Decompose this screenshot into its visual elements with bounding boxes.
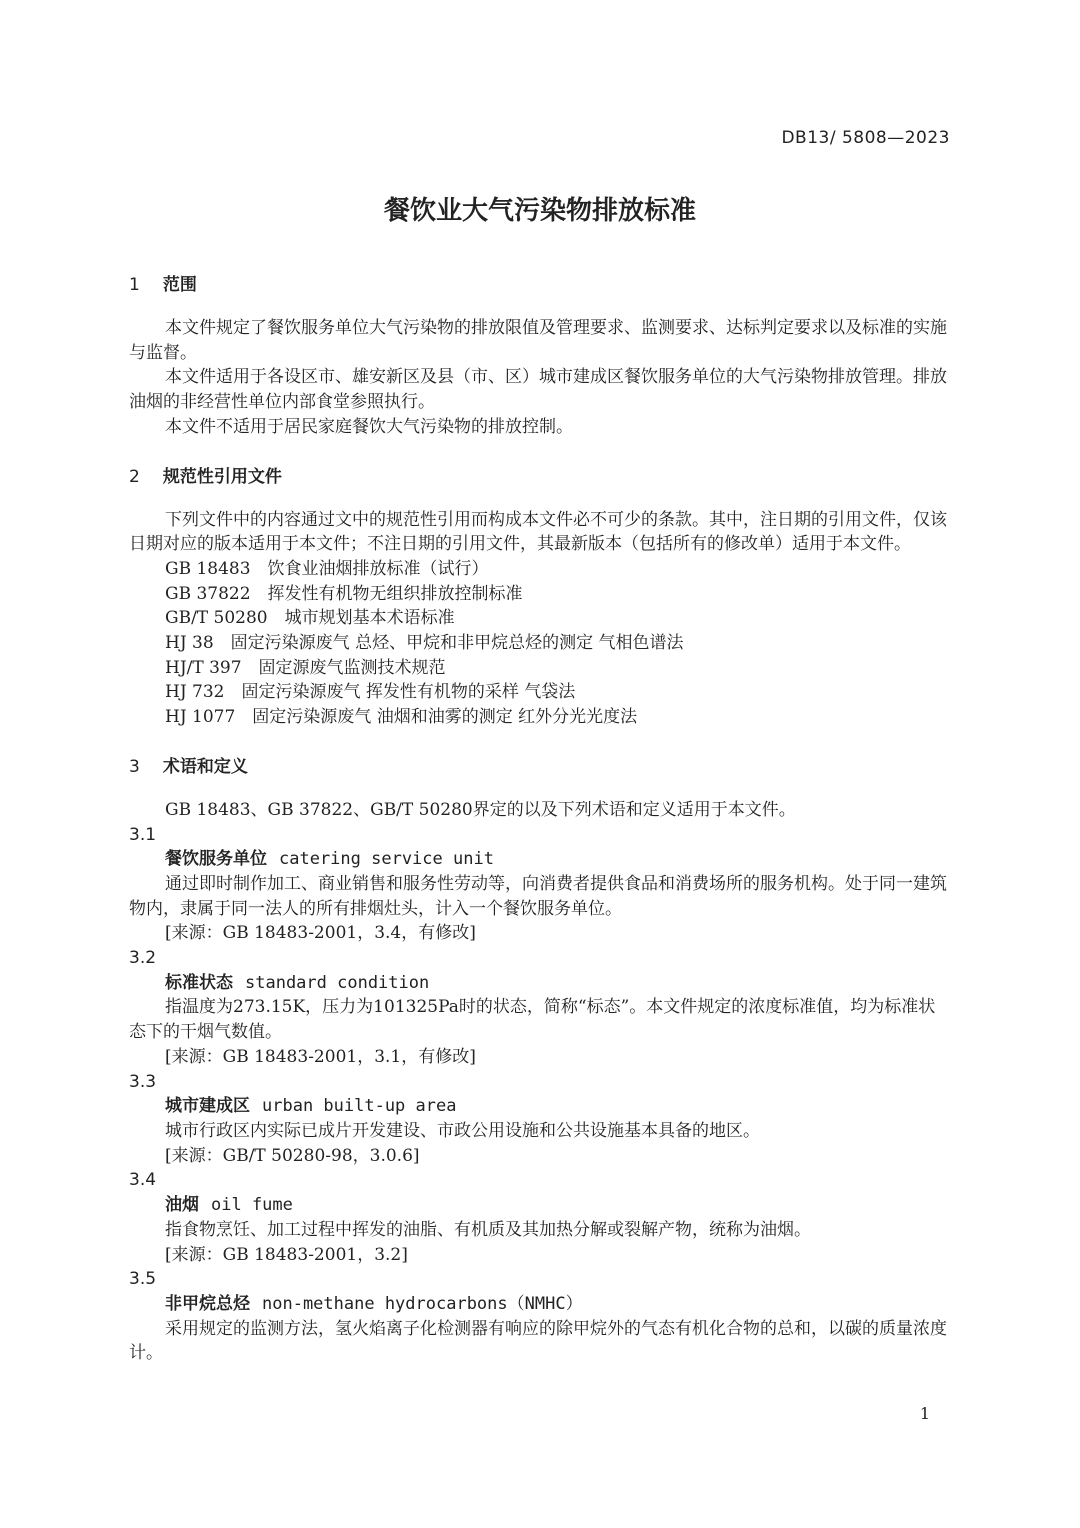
term-entry [129,946,951,1070]
reference-item: GB/T 50280 城市规划基本术语标准 [165,608,455,629]
term-number: 3.1 [129,824,157,845]
term-name-en: non-methane hydrocarbons（NMHC） [262,1293,583,1314]
term-number: 3.5 [129,1269,157,1290]
section-heading-scope [129,270,951,300]
reference-item: GB 37822 挥发性有机物无组织排放控制标准 [165,583,523,604]
term-name-zh: 餐饮服务单位 [165,849,267,870]
section-title: 规范性引用文件 [162,466,282,487]
reference-item: HJ 1077 固定污染源废气 油烟和油雾的测定 红外分光光度法 [165,707,638,728]
term-definition: 通过即时制作加工、商业销售和服务性劳动等，向消费者提供食品和消费场所的服务机构。处于同一建筑物内，隶属于同一法人的所有排烟灶头，计入一个餐饮服务单位。 [129,873,947,919]
term-name-en: urban built-up area [262,1096,457,1117]
term-number: 3.3 [129,1071,157,1092]
term-name [129,1292,951,1317]
paragraph: 本文件规定了餐饮服务单位大气污染物的排放限值及管理要求、监测要求、达标判定要求以及标准的实施与监督。 [129,318,947,363]
document-code: DB13/ 5808—2023 [781,128,950,148]
term-entry [129,823,951,947]
term-definition: 指温度为273.15K，压力为101325Pa时的状态，简称“标态”。本文件规定的浓度标准值，均为标准状态下的干烟气数值。 [129,997,936,1043]
term-entry [129,1070,951,1169]
section-heading-normative-references [129,462,951,492]
term-name-zh: 标准状态 [165,972,233,993]
section-heading-terms [129,752,951,782]
term-name-zh: 油烟 [165,1195,199,1216]
paragraph: 本文件适用于各设区市、雄安新区及县（市、区）城市建成区餐饮服务单位的大气污染物排放管理。排放油烟的非经营性单位内部食堂参照执行。 [129,367,947,413]
reference-item: HJ 732 固定污染源废气 挥发性有机物的采样 气袋法 [165,682,576,703]
term-name [129,847,951,872]
paragraph: 本文件不适用于居民家庭餐饮大气污染物的排放控制。 [165,416,573,437]
reference-item: GB 18483 饮食业油烟排放标准（试行） [165,558,489,579]
term-definition: 城市行政区内实际已成片开发建设、市政公用设施和公共设施基本具备的地区。 [165,1120,760,1141]
term-entry [129,1168,951,1267]
reference-item: HJ/T 397 固定源废气监测技术规范 [165,657,446,678]
term-name-en: oil fume [211,1195,293,1216]
term-number: 3.2 [129,948,157,969]
term-name-zh: 城市建成区 [165,1096,250,1117]
term-name-en: catering service unit [279,849,494,870]
term-definition: 采用规定的监测方法，氢火焰离子化检测器有响应的除甲烷外的气态有机化合物的总和，以碳的质量浓度计。 [129,1318,947,1364]
section-title: 术语和定义 [162,756,248,777]
section-title: 范围 [162,275,197,295]
term-source: [来源：GB/T 50280-98，3.0.6] [165,1145,420,1166]
term-name [129,1193,951,1218]
term-number: 3.4 [129,1170,157,1191]
term-name-zh: 非甲烷总烃 [165,1293,250,1314]
document-title: 餐饮业大气污染物排放标准 [383,196,696,226]
term-name [129,1094,951,1119]
term-entry [129,1267,951,1366]
reference-item: HJ 38 固定污染源废气 总烃、甲烷和非甲烷总烃的测定 气相色谱法 [165,633,684,654]
paragraph: 下列文件中的内容通过文中的规范性引用而构成本文件必不可少的条款。其中，注日期的引用文件，仅该日期对应的版本适用于本文件；不注日期的引用文件，其最新版本（包括所有的修改单）适用于本文件。 [129,509,947,555]
section-number: 2 [129,466,140,487]
page-number: 1 [919,1404,930,1423]
section-number: 1 [129,275,140,295]
term-name-en: standard condition [245,972,430,993]
section-number: 3 [129,756,140,777]
term-name [129,971,951,996]
term-definition: 指食物烹饪、加工过程中挥发的油脂、有机质及其加热分解或裂解产物，统称为油烟。 [165,1219,811,1240]
paragraph: GB 18483、GB 37822、GB/T 50280界定的以及下列术语和定义适用于本文件。 [165,799,796,820]
term-source: [来源：GB 18483-2001，3.1，有修改] [165,1046,476,1067]
term-source: [来源：GB 18483-2001，3.2] [165,1244,408,1265]
term-source: [来源：GB 18483-2001，3.4，有修改] [165,923,476,944]
document-body [129,270,951,1366]
